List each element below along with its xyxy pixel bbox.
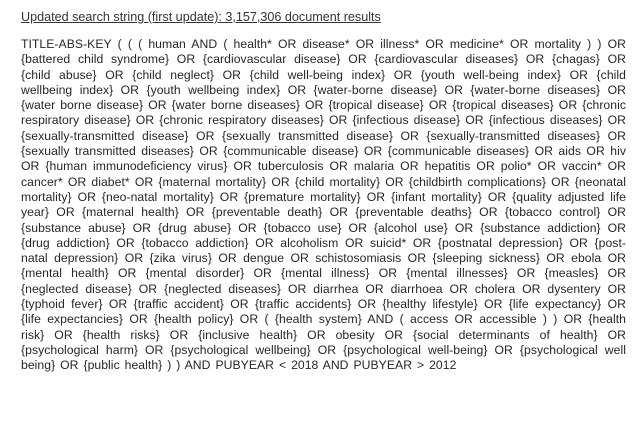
search-query-text: TITLE-ABS-KEY ( ( ( human AND ( health* OR disease* OR illness* OR medicine* OR mortality ) ) OR {battered child syndrome} OR {cardiovascular disease} OR {cardiovascular diseases} OR {chagas} OR {child abuse} OR {child neglect} OR {child well-being index} OR {youth well-being index} OR {child wellbeing index} OR {youth wellbeing index} OR {water-borne disease} OR {water-borne diseases} OR {water borne disease} OR {water borne diseases} OR {tropical disease} OR {tropical diseases} OR {chronic respiratory disease} OR {chronic respiratory diseases} OR {infectious disease} OR {infectious diseases} OR {sexually-transmitted disease} OR {sexually transmitted disease} OR {sexually-transmitted diseases} OR {sexually transmitted diseases} OR {communicable disease} OR {communicable diseases} OR aids OR hiv OR {human immunodeficiency virus} OR tuberculosis OR malaria OR hepatitis OR polio* OR vaccin* OR cancer* OR diabet* OR {maternal mortality} OR {child mortality} OR {childbirth complications} OR {neonatal mortality} OR {neo-natal mortality} OR {premature mortality} OR {infant mortality} OR {quality adjusted life year} OR {maternal health} OR {preventable death} OR {preventable deaths} OR {tobacco control} OR {substance abuse} OR {drug abuse} OR {tobacco use} OR {alcohol use} OR {substance addiction} OR {drug addiction} OR {tobacco addiction} OR alcoholism OR suicid* OR {postnatal depression} OR {post-natal depression} OR {zika virus} OR dengue OR schistosomiasis OR {sleeping sickness} OR ebola OR {mental health} OR {mental disorder} OR {mental illness} OR {mental illnesses} OR {measles} OR {neglected disease} OR {neglected diseases} OR diarrhea OR diarrhoea OR cholera OR dysentery OR {typhoid fever} OR {traffic accident} OR {traffic accidents} OR {healthy lifestyle} OR {life expectancy} OR {life expectancies} OR {health policy} OR ( {health system} AND ( access OR accessible ) ) OR {health risk} OR {health risks} OR {inclusive health} OR obesity OR {social determinants of health} OR {psychological harm} OR {psychological wellbeing} OR {psychological well-being} OR {psychological well being} OR {public health} ) ) AND PUBYEAR < 2018 AND PUBYEAR > 2012: [21, 37, 626, 373]
search-results-heading: Updated search string (first update): 3,157,306 document results: [21, 10, 381, 24]
